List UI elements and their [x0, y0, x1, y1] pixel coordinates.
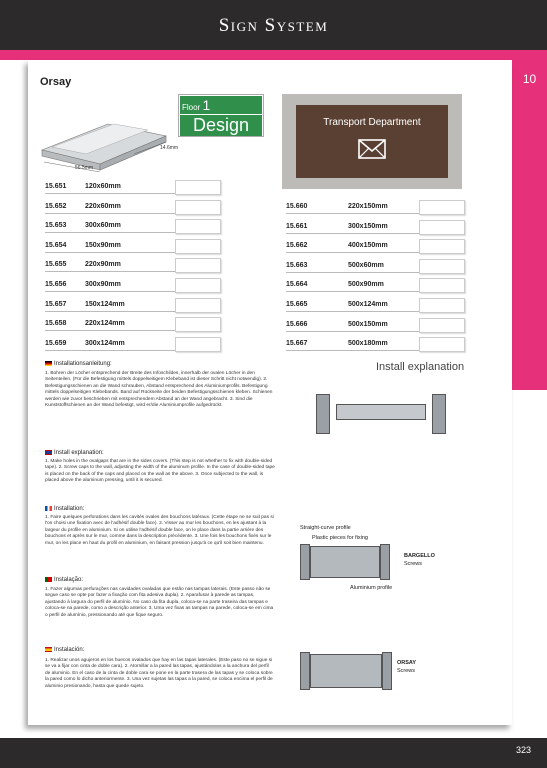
product-size: 220x150mm — [348, 203, 388, 210]
instruction-heading-text: Installation: — [54, 506, 85, 513]
row-divider — [286, 350, 419, 351]
row-divider — [45, 252, 175, 253]
instruction-text-de: 1. Bohren der Löcher entsprechend der Breite des Infoschildes, innerhalb der ovalen Löcher in den Seitenteilen. (Für die Befestigung mittels doppelseitigem Klebeband ist dieser Schritt nicht notwendig). 2. Befestigungsschienen an die Wand schrauben, Abstand entsprechend des Aluminiumprofils. Befestigung mittels doppelseitigen Klebebands. Band auf Rückseite der beiden Befestigungsschienen kleben. Schienen werden wie zuvor beschrieben mit entsprechendem Abstand an der Wand angebracht. 3. Sind die Kunststoffschienen an der Wand befestigt, wird er/die Aluminiumprofile aufgedrückt. — [45, 371, 273, 409]
bargello-cap-right — [380, 544, 390, 580]
chapter-number: 10 — [522, 72, 537, 86]
chapter-tab — [512, 60, 547, 390]
profile-height-label: 14.6mm — [160, 145, 179, 151]
profile-width-label: 56.5mm — [75, 165, 94, 171]
instruction-text-en: 1. Make holes in the ovalgaps that are in the sides covers. (This step is not whether to fix with double-sided tape). 2. Screw caps to the wall, adjusting the width of the aluminum profile. In the case of double-sided tape is placed on the back of the caps and placed on the wall as the above. 3. Once subjected to the wall, is placed above the aluminum pressing, until it is secured. — [45, 459, 275, 484]
product-code: 15.658 — [45, 320, 67, 328]
product-code: 15.652 — [45, 202, 67, 210]
instruction-heading-text: Instalación: — [54, 647, 85, 654]
french-flag-icon — [45, 506, 52, 511]
product-code: 15.664 — [286, 281, 308, 289]
product-code: 15.660 — [286, 203, 308, 210]
sample-design-word: Design — [180, 115, 262, 136]
sample-sign-plate — [296, 105, 448, 178]
profile-illustration — [38, 110, 173, 172]
footer-bar — [0, 738, 547, 768]
price-box — [175, 337, 221, 352]
table-row — [45, 200, 225, 214]
price-box — [419, 259, 465, 274]
table-row — [45, 278, 225, 292]
row-divider — [45, 193, 175, 194]
price-box — [175, 298, 221, 313]
table-row — [286, 239, 469, 253]
instruction-text-es: 1. Realizar unos agujeros en los huecos ovalados que hay en las tapas laterales. (Este paso no se sigue si se va a fijar con cinta de doble cara). 2. Atornillar a la pared las tapas, ajustándolas a la anchura del perfil de aluminio. En el caso de la cinta de doble cara se pone en la parte trasera de las tapas y se coloca sobre la pared como lo dicho anteriormente. 3. Una vez sujetas las tapas a la pared, se coloca encima el perfil de aluminio presionando, hasta que quede sujeto. — [45, 658, 273, 689]
price-box — [175, 258, 221, 273]
product-size: 150x90mm — [85, 241, 121, 249]
product-size: 500x180mm — [348, 340, 388, 348]
envelope-icon — [358, 139, 386, 159]
bargello-label: BARGELLO — [404, 553, 435, 559]
instruction-text-pt: 1. Fazer algumas perfurações nas cavidades ovaladas que estão nas tampas laterais. (Este passo não se segue caso se opte por fazer a fixação com fita adesiva dupla). 2. Aparafusar à parede as tampas, ajustando à largura do perfil de alumínio. No caso da fita dupla, coloca-se na parte traseira das tampas e coloca-se na parede, como a descrição anterior. 3. Uma vez fixas as tampas na parede, coloca-se em cima o perfil de alumínio, pressionando até que fique seguro. — [45, 587, 274, 618]
sample-floor-word: Floor — [182, 103, 201, 112]
product-size: 120x60mm — [85, 183, 121, 190]
orsay-screws-label: Screws — [397, 668, 416, 674]
instruction-heading-text: Install explanation: — [54, 450, 104, 457]
instruction-text-fr: 1. Faire quelques perforations dans les cavités ovales des bouchons latéraux. (Cette étape ne se suit pas si l'on choisi une fixation avec de l'adhésif double face). 2. Visser au mur les bouchons, en les ajustant à la largeur du profile en aluminium. Si on utilise l'adhésif double face, on le place dans la partie arrière des bouchons et après sur le mur, comme dans la description précédente. 3. Une fois les bouchons fixés sur le mur, on les place en haut du profil en aluminium, en faisant pression jusqu'à ce qu'il soit bien maintenu. — [45, 515, 274, 546]
table-row — [286, 337, 469, 351]
product-code: 15.663 — [286, 261, 308, 269]
product-size: 300x90mm — [85, 281, 121, 288]
row-divider — [45, 271, 175, 272]
price-box — [175, 239, 221, 254]
product-size: 500x90mm — [348, 281, 384, 289]
instruction-heading-text: Instalação: — [54, 577, 84, 584]
product-size: 500x60mm — [348, 261, 384, 269]
sample-floor-number: 1 — [202, 97, 211, 113]
product-size: 220x60mm — [85, 202, 121, 210]
row-divider — [286, 331, 419, 332]
table-row — [286, 278, 469, 292]
aluminium-strip — [336, 404, 426, 420]
table-row — [286, 298, 469, 312]
product-size: 220x90mm — [85, 261, 121, 269]
sample-sign-brown — [282, 94, 462, 189]
product-code: 15.665 — [286, 301, 308, 308]
price-box — [175, 180, 221, 195]
orsay-label: ORSAY — [397, 660, 417, 666]
table-row — [45, 239, 225, 253]
plastic-pieces-label: Plastic pieces for fixing — [312, 535, 368, 541]
page-number: 323 — [515, 745, 531, 755]
price-box — [419, 337, 465, 352]
table-row — [45, 180, 225, 194]
bargello-profile — [310, 546, 380, 578]
row-divider — [45, 232, 175, 233]
german-flag-icon — [45, 361, 52, 366]
instruction-heading-es — [45, 647, 84, 653]
table-row — [286, 220, 469, 234]
product-code: 15.655 — [45, 261, 67, 269]
fixing-cap-left — [316, 394, 330, 434]
row-divider — [45, 311, 175, 312]
bargello-screws-label: Screws — [404, 561, 423, 567]
table-row — [45, 298, 225, 312]
product-size: 300x60mm — [85, 222, 121, 230]
row-divider — [286, 311, 419, 312]
bargello-cap-left — [300, 544, 310, 580]
orsay-cap-right — [382, 652, 392, 690]
row-divider — [286, 291, 419, 292]
product-size: 500x150mm — [348, 320, 388, 328]
price-box — [175, 278, 221, 293]
product-size: 150x124mm — [85, 300, 125, 308]
table-row — [286, 200, 469, 214]
row-divider — [45, 330, 175, 331]
price-box — [419, 239, 465, 254]
orsay-profile — [310, 654, 382, 688]
product-code: 15.666 — [286, 320, 308, 328]
product-size: 220x124mm — [85, 320, 125, 328]
instruction-heading-de — [45, 361, 112, 367]
row-divider — [45, 291, 175, 292]
row-divider — [286, 272, 419, 273]
row-divider — [45, 350, 175, 351]
sample-floor-label — [180, 96, 262, 114]
spanish-flag-icon — [45, 647, 52, 652]
price-box — [175, 317, 221, 332]
table-row — [45, 219, 225, 233]
product-size: 300x150mm — [348, 222, 388, 230]
price-box — [419, 200, 465, 215]
price-box — [419, 278, 465, 293]
aluminium-profile-label: Aluminium profile — [350, 585, 393, 591]
product-size: 300x124mm — [85, 339, 125, 347]
instruction-heading-text: Installationsanleitung: — [54, 361, 112, 368]
straight-curve-label: Straight-curve profile — [300, 525, 351, 531]
product-code: 15.661 — [286, 222, 308, 230]
sample-sign-green — [178, 94, 264, 137]
table-row — [45, 258, 225, 272]
instruction-heading-pt — [45, 577, 83, 583]
product-size: 400x150mm — [348, 242, 388, 250]
instruction-heading-fr — [45, 506, 84, 512]
product-size: 500x124mm — [348, 301, 388, 308]
row-divider — [286, 213, 419, 214]
price-box — [175, 200, 221, 215]
product-code: 15.659 — [45, 339, 67, 347]
product-code: 15.651 — [45, 183, 67, 190]
uk-flag-icon — [45, 450, 52, 455]
table-row — [45, 337, 225, 351]
header-bar — [0, 0, 547, 50]
orsay-cap-left — [300, 652, 310, 690]
price-box — [175, 219, 221, 234]
price-box — [419, 318, 465, 333]
row-divider — [286, 252, 419, 253]
table-row — [286, 259, 469, 273]
product-code: 15.656 — [45, 281, 67, 288]
table-row — [286, 318, 469, 332]
product-code: 15.657 — [45, 300, 67, 308]
row-divider — [286, 233, 419, 234]
product-code: 15.662 — [286, 242, 308, 250]
sample-sign-text: Transport Department — [323, 117, 421, 128]
accent-stripe — [0, 50, 547, 60]
price-box — [419, 220, 465, 235]
product-code: 15.653 — [45, 222, 67, 230]
product-code: 15.654 — [45, 241, 67, 249]
product-code: 15.667 — [286, 340, 308, 348]
section-title: Orsay — [40, 76, 72, 88]
instruction-heading-en — [45, 450, 104, 456]
table-row — [45, 317, 225, 331]
page-title: Sign System — [218, 15, 329, 36]
fixing-cap-right — [432, 394, 446, 434]
row-divider — [45, 213, 175, 214]
price-box — [419, 298, 465, 313]
install-explanation-title: Install explanation — [376, 361, 465, 373]
portuguese-flag-icon — [45, 577, 52, 582]
